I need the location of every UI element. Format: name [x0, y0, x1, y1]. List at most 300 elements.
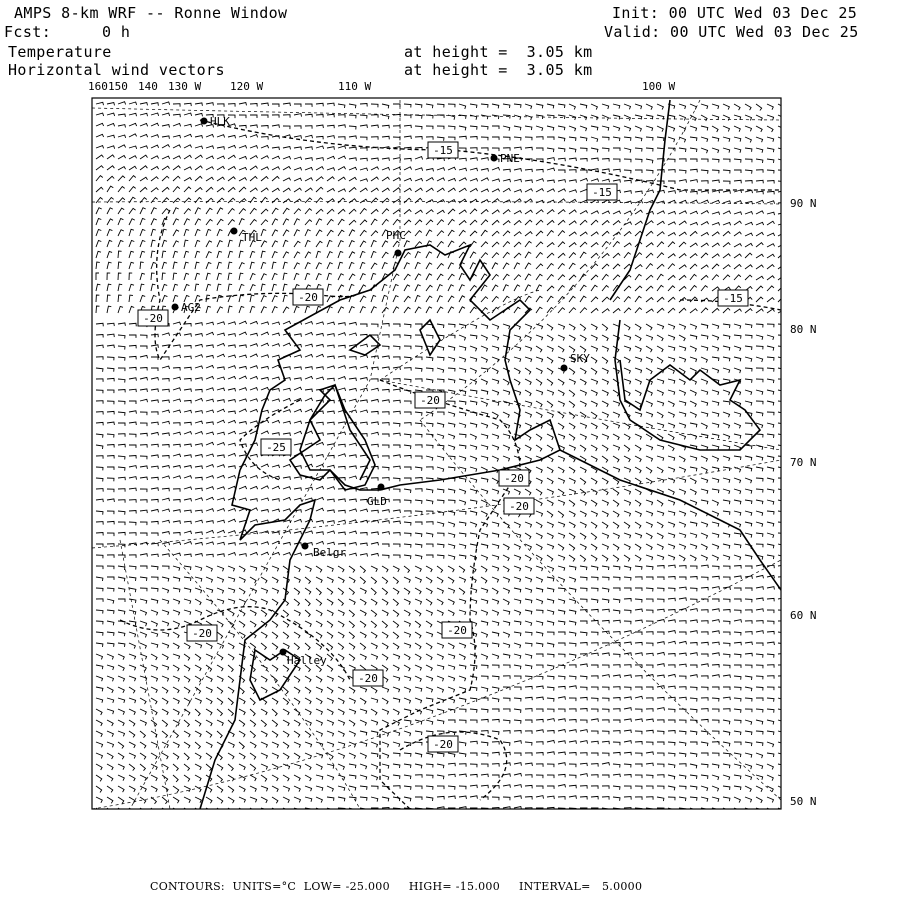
wind-vector — [437, 307, 443, 313]
wind-vector — [316, 742, 323, 747]
wind-vector — [371, 295, 376, 302]
wind-vector — [239, 251, 243, 258]
wind-vector — [470, 346, 477, 351]
wind-vector — [591, 243, 598, 247]
wind-vector — [503, 252, 510, 258]
wind-vector — [217, 420, 225, 423]
wind-vector — [338, 177, 346, 181]
wind-vector — [140, 355, 148, 358]
wind-vector — [173, 654, 180, 659]
wind-vector — [371, 324, 378, 327]
wind-vector — [459, 786, 466, 789]
wind-vector — [250, 197, 257, 203]
wind-vector — [239, 273, 243, 280]
wind-vector — [228, 104, 235, 107]
wind-vector — [723, 181, 730, 184]
wind-vector — [382, 775, 389, 780]
wind-vector — [349, 731, 355, 737]
wind-vector — [602, 489, 608, 495]
wind-vector — [756, 434, 763, 438]
wind-vector — [184, 124, 192, 127]
wind-vector — [602, 511, 608, 517]
wind-vector — [547, 621, 554, 626]
wind-vector — [316, 521, 324, 524]
wind-vector — [734, 148, 741, 153]
wind-vector — [96, 155, 104, 159]
wind-vector — [525, 697, 532, 700]
wind-vector — [360, 168, 368, 171]
wind-vector — [536, 621, 543, 626]
wind-vector — [294, 577, 300, 583]
wind-vector — [569, 243, 576, 247]
wind-vector — [118, 577, 125, 581]
wind-vector — [503, 188, 511, 192]
wind-vector — [459, 168, 467, 171]
wind-vector — [415, 445, 422, 448]
wind-vector — [569, 489, 576, 494]
wind-vector — [547, 533, 553, 539]
wind-vector — [371, 399, 379, 402]
wind-vector — [129, 731, 135, 737]
wind-vector — [107, 632, 114, 636]
wind-vector — [415, 231, 422, 236]
wind-vector — [250, 465, 258, 468]
wind-vector — [481, 379, 487, 385]
wind-vector — [305, 577, 311, 584]
wind-vector — [569, 401, 575, 408]
temperature-height: at height = 3.05 km — [404, 43, 593, 61]
wind-vector — [162, 509, 170, 512]
wind-vector — [118, 764, 124, 770]
wind-vector — [470, 199, 478, 203]
wind-vector — [580, 232, 587, 236]
station-label: PHC — [386, 229, 406, 242]
wind-vector — [184, 797, 190, 803]
wind-vector — [338, 654, 344, 660]
wind-vector — [514, 147, 521, 150]
wind-vector — [173, 521, 180, 524]
wind-vector — [382, 400, 389, 403]
wind-vector — [371, 654, 378, 659]
wind-vector — [360, 296, 366, 302]
wind-vector — [206, 509, 214, 512]
wind-vector — [173, 114, 180, 117]
wind-vector — [393, 588, 399, 594]
wind-vector — [470, 753, 477, 756]
wind-vector — [668, 222, 676, 225]
wind-vector — [415, 610, 421, 616]
wind-vector — [547, 577, 554, 581]
wind-vector — [195, 344, 203, 347]
wind-vector — [591, 357, 597, 363]
wind-vector — [316, 263, 322, 269]
wind-vector — [118, 198, 125, 203]
wind-vector — [536, 274, 543, 280]
wind-vector — [261, 643, 266, 650]
wind-vector — [679, 511, 686, 516]
wind-vector — [173, 284, 178, 291]
wind-vector — [162, 357, 169, 360]
wind-vector — [613, 434, 619, 440]
wind-vector — [129, 522, 136, 525]
wind-vector — [327, 786, 333, 792]
wind-vector — [492, 445, 499, 450]
wind-vector — [415, 263, 421, 270]
wind-vector — [657, 764, 664, 767]
wind-vector — [129, 456, 136, 459]
wind-vector — [514, 253, 521, 258]
wind-vector — [184, 346, 191, 349]
wind-vector — [261, 377, 269, 380]
wind-vector — [206, 146, 214, 149]
wind-vector — [162, 621, 169, 626]
wind-vector — [118, 390, 125, 393]
wind-vector — [393, 379, 400, 382]
wind-vector — [459, 742, 466, 746]
wind-vector — [745, 357, 752, 362]
wind-vector — [701, 222, 709, 225]
wind-vector — [602, 264, 609, 269]
wind-vector — [602, 104, 609, 109]
wind-vector — [118, 742, 124, 749]
wind-vector — [536, 753, 543, 756]
wind-vector — [162, 709, 168, 715]
wind-vector — [679, 544, 686, 549]
wind-vector — [558, 148, 565, 152]
wind-vector — [360, 775, 367, 780]
wind-vector — [371, 444, 378, 447]
wind-vector — [635, 324, 641, 330]
wind-vector — [261, 510, 269, 513]
wind-vector — [624, 697, 631, 700]
wind-vector — [690, 731, 697, 735]
wind-vector — [338, 687, 344, 693]
wind-vector — [558, 478, 565, 484]
wind-vector — [525, 423, 531, 429]
wind-vector — [272, 198, 279, 203]
wind-vector — [162, 687, 168, 693]
wind-vector — [470, 252, 476, 258]
wind-vector — [261, 720, 266, 727]
wind-vector — [107, 411, 114, 414]
wind-vector — [712, 665, 719, 668]
wind-vector — [470, 137, 477, 140]
wind-vector — [690, 309, 697, 313]
wind-vector — [547, 368, 553, 374]
wind-vector — [503, 610, 510, 615]
wind-vector — [503, 665, 510, 668]
wind-vector — [602, 687, 609, 690]
wind-vector — [701, 742, 708, 746]
wind-vector — [558, 379, 564, 385]
wind-vector — [426, 188, 434, 192]
wind-vector — [756, 775, 763, 780]
wind-vector — [448, 774, 455, 777]
wind-vector — [195, 411, 203, 414]
wind-vector — [294, 355, 302, 358]
wind-vector — [217, 135, 225, 138]
contour-label-text: -15 — [433, 144, 453, 157]
wind-vector — [569, 324, 575, 330]
wind-vector — [745, 742, 752, 746]
wind-vector — [162, 488, 169, 491]
wind-vector — [162, 296, 167, 303]
wind-vector — [140, 466, 147, 469]
wind-vector — [635, 632, 642, 635]
wind-vector — [778, 223, 786, 226]
wind-vector — [195, 698, 201, 704]
wind-vector — [569, 263, 575, 269]
wind-vector — [679, 115, 686, 120]
wind-vector — [349, 476, 357, 479]
wind-vector — [162, 102, 170, 105]
wind-vector — [569, 698, 576, 701]
wind-vector — [96, 323, 103, 326]
wind-vector — [591, 632, 598, 635]
wind-vector — [558, 210, 565, 214]
wind-vector — [173, 775, 178, 782]
wind-vector — [360, 158, 367, 161]
wind-vector — [492, 709, 499, 712]
wind-vector — [492, 390, 499, 395]
wind-vector — [679, 687, 686, 690]
wind-vector — [294, 498, 302, 501]
wind-vector — [558, 489, 564, 495]
wind-vector — [646, 478, 652, 484]
forecast-label: Fcst: — [4, 23, 52, 41]
wind-vector — [448, 763, 455, 766]
wind-vector — [118, 167, 126, 170]
wind-vector — [591, 764, 598, 767]
wind-vector — [701, 115, 707, 121]
wind-vector — [624, 456, 630, 462]
wind-vector — [404, 500, 411, 503]
wind-vector — [107, 797, 113, 803]
wind-vector — [712, 500, 718, 506]
wind-vector — [701, 286, 708, 291]
wind-vector — [415, 252, 421, 258]
wind-vector — [767, 309, 775, 313]
wind-vector — [437, 346, 444, 351]
wind-vector — [206, 698, 212, 704]
wind-vector — [481, 566, 487, 572]
wind-vector — [646, 500, 653, 505]
wind-vector — [118, 532, 125, 535]
wind-vector — [514, 632, 521, 636]
wind-vector — [195, 198, 202, 204]
wind-vector — [734, 642, 741, 645]
wind-vector — [239, 731, 245, 737]
wind-vector — [492, 297, 499, 303]
wind-vector — [668, 456, 675, 461]
wind-vector — [514, 346, 521, 351]
wind-vector — [624, 324, 630, 330]
wind-vector — [129, 775, 135, 781]
wind-vector — [448, 324, 455, 328]
wind-vector — [481, 621, 488, 626]
wind-vector — [624, 642, 631, 645]
wind-vector — [162, 379, 169, 382]
wind-vector — [107, 720, 113, 726]
wind-vector — [503, 698, 510, 701]
wind-vector — [107, 208, 113, 214]
wind-vector — [745, 379, 752, 383]
wind-vector — [283, 786, 290, 791]
wind-vector — [690, 544, 697, 549]
wind-vector — [547, 401, 553, 408]
wind-vector — [228, 498, 236, 501]
wind-vector — [96, 522, 103, 525]
wind-vector — [734, 676, 741, 680]
wind-vector — [734, 159, 741, 163]
wind-vector — [635, 500, 641, 506]
wind-vector — [745, 233, 753, 236]
wind-vector — [569, 775, 576, 778]
wind-vector — [569, 577, 576, 582]
wind-vector — [162, 166, 170, 170]
wind-vector — [613, 687, 620, 690]
wind-vector — [624, 126, 631, 131]
wind-vector — [294, 367, 301, 370]
wind-vector — [349, 786, 356, 791]
wind-vector — [547, 709, 554, 712]
wind-vector — [239, 455, 246, 458]
wind-vector — [404, 786, 411, 790]
wind-vector — [151, 654, 157, 660]
wind-vector — [657, 357, 663, 363]
wind-vector — [228, 698, 233, 705]
wind-vector — [690, 665, 697, 668]
wind-vector — [536, 346, 542, 352]
wind-vector — [503, 231, 510, 236]
wind-vector — [492, 456, 498, 462]
wind-vector — [602, 609, 609, 612]
wind-vector — [272, 643, 278, 650]
wind-vector — [305, 531, 313, 534]
wind-vector — [745, 687, 752, 691]
wind-vector — [283, 103, 290, 106]
wind-vector — [481, 654, 488, 659]
wind-vector — [492, 104, 499, 108]
wind-vector — [547, 104, 554, 108]
wind-vector — [437, 423, 444, 428]
wind-vector — [547, 231, 554, 237]
wind-vector — [162, 366, 170, 369]
wind-vector — [525, 252, 531, 258]
wind-vector — [129, 335, 136, 338]
wind-vector — [239, 720, 245, 727]
wind-vector — [393, 753, 400, 757]
wind-vector — [613, 654, 620, 657]
wind-vector — [316, 508, 324, 511]
wind-vector — [492, 764, 499, 767]
wind-vector — [272, 355, 280, 358]
wind-vector — [360, 115, 367, 119]
wind-vector — [481, 478, 488, 482]
wind-vector — [635, 764, 642, 767]
wind-vector — [569, 720, 576, 723]
wind-vector — [162, 400, 169, 403]
wind-vector — [195, 542, 203, 545]
wind-vector — [580, 621, 587, 624]
wind-vector — [349, 455, 356, 458]
wind-vector — [206, 542, 214, 545]
wind-vector — [767, 610, 774, 613]
wind-vector — [756, 335, 763, 340]
wind-vector — [580, 774, 588, 777]
wind-vector — [701, 346, 708, 351]
wind-vector — [646, 621, 653, 624]
wind-vector — [547, 126, 554, 131]
wind-vector — [756, 211, 764, 214]
wind-vector — [382, 632, 388, 638]
wind-vector — [393, 489, 400, 492]
wind-vector — [679, 598, 686, 601]
wind-vector — [239, 187, 246, 192]
wind-vector — [657, 720, 664, 723]
wind-vector — [272, 377, 280, 380]
wind-vector — [558, 346, 564, 352]
wind-vector — [679, 456, 685, 462]
wind-vector — [481, 220, 488, 225]
wind-vector — [734, 357, 741, 361]
wind-vector — [624, 687, 631, 690]
wind-vector — [228, 632, 235, 638]
wind-vector — [228, 454, 236, 457]
wind-vector — [668, 610, 675, 613]
wind-vector — [294, 409, 302, 412]
wind-vector — [624, 797, 631, 800]
wind-vector — [712, 566, 719, 569]
wind-vector — [712, 254, 719, 258]
wind-vector — [580, 220, 587, 225]
wind-vector — [569, 753, 576, 756]
wind-vector — [426, 522, 433, 525]
wind-vector — [426, 544, 433, 547]
wind-vector — [734, 275, 741, 280]
wind-vector — [217, 687, 223, 694]
wind-vector — [569, 533, 575, 539]
wind-vector — [536, 544, 542, 550]
wind-vector — [481, 742, 488, 746]
wind-vector — [701, 797, 708, 802]
wind-vector — [679, 401, 686, 406]
wind-vector — [536, 632, 543, 636]
wind-vector — [118, 295, 122, 302]
wind-vector — [129, 764, 135, 771]
wind-vector — [580, 252, 586, 258]
wind-vector — [404, 731, 411, 736]
wind-vector — [129, 599, 136, 603]
wind-vector — [404, 489, 411, 493]
wind-vector — [723, 577, 730, 580]
wind-vector — [756, 191, 763, 194]
wind-vector — [107, 511, 114, 514]
wind-vector — [305, 376, 313, 379]
wind-vector — [657, 652, 665, 655]
wind-vector — [404, 643, 411, 648]
wind-vector — [613, 412, 620, 418]
wind-vector — [635, 653, 642, 656]
wind-vector — [129, 356, 136, 359]
wind-vector — [206, 454, 214, 457]
station-label: HLK — [210, 115, 230, 128]
wind-vector — [426, 775, 433, 778]
station-label: SKY — [570, 352, 590, 365]
wind-vector — [536, 764, 543, 767]
wind-vector — [283, 509, 291, 512]
wind-vector — [459, 796, 466, 799]
